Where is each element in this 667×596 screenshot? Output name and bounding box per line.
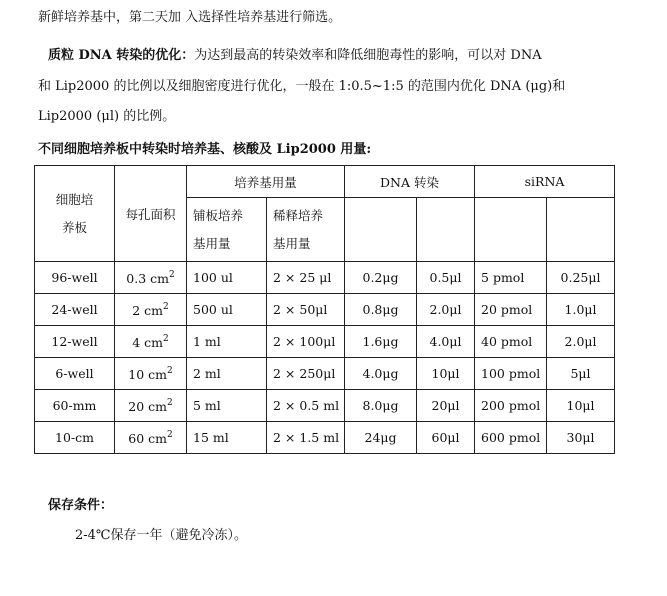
storage-text: 2-4℃保存一年（避免冷冻）。 — [75, 528, 247, 543]
header-area: 每孔面积 — [115, 166, 187, 262]
header-sirna-volume — [547, 198, 615, 262]
dilution-cell: 2 × 50μl — [267, 294, 345, 326]
header-plate: 细胞培 养板 — [35, 166, 115, 262]
transfection-table — [34, 165, 615, 454]
sirna-amount-cell: 5 pmol — [475, 262, 547, 294]
dna-amount-cell: 0.2μg — [345, 262, 417, 294]
dilution-cell: 2 × 0.5 ml — [267, 390, 345, 422]
sirna-volume-cell: 1.0μl — [547, 294, 615, 326]
dna-amount-cell: 24μg — [345, 422, 417, 454]
table-row — [35, 390, 615, 422]
dna-volume-cell: 2.0μl — [417, 294, 475, 326]
sirna-volume-cell: 5μl — [547, 358, 615, 390]
sirna-volume-cell: 0.25μl — [547, 262, 615, 294]
area-cell: 60 $cm^2$ — [115, 422, 187, 454]
sirna-volume-cell: 2.0μl — [547, 326, 615, 358]
table-row — [35, 358, 615, 390]
dna-volume-cell: 0.5μl — [417, 262, 475, 294]
dna-amount-cell: 4.0μg — [345, 358, 417, 390]
header-sirna: siRNA — [475, 166, 615, 198]
table-row — [35, 422, 615, 454]
plate-cell: 6-well — [35, 358, 115, 390]
sirna-amount-cell: 200 pmol — [475, 390, 547, 422]
area-cell: 10 $cm^2$ — [115, 358, 187, 390]
paragraph-line-3: 和 Lip2000 的比例以及细胞密度进行优化，一般在 1:0.5~1:5 的范围内优化 DNA (μg)和 — [38, 79, 566, 94]
sirna-volume-cell: 10μl — [547, 390, 615, 422]
plating-cell: 500 ul — [187, 294, 267, 326]
header-medium: 培养基用量 — [187, 166, 345, 198]
header-dna-amount — [345, 198, 417, 262]
header-dna-volume — [417, 198, 475, 262]
paragraph-line-2 — [48, 47, 542, 65]
dna-volume-cell: 60μl — [417, 422, 475, 454]
plate-cell: 60-mm — [35, 390, 115, 422]
dilution-cell: 2 × 100μl — [267, 326, 345, 358]
plating-cell: 2 ml — [187, 358, 267, 390]
table-caption: 不同细胞培养板中转染时培养基、核酸及 Lip2000 用量: — [38, 142, 372, 157]
dna-volume-cell: 10μl — [417, 358, 475, 390]
paragraph-line-4: Lip2000 (μl) 的比例。 — [38, 109, 176, 124]
area-cell: 20 $cm^2$ — [115, 390, 187, 422]
sirna-volume-cell: 30μl — [547, 422, 615, 454]
dna-volume-cell: 20μl — [417, 390, 475, 422]
header-dna: DNA 转染 — [345, 166, 475, 198]
storage-heading: 保存条件： — [48, 498, 114, 513]
dilution-cell: 2 × 250μl — [267, 358, 345, 390]
area-cell: 2 $cm^2$ — [115, 294, 187, 326]
dilution-cell: 2 × 25 μl — [267, 262, 345, 294]
paragraph-line-1: 新鲜培养基中，第二天加 入选择性培养基进行筛选。 — [38, 10, 342, 25]
table-row — [35, 262, 615, 294]
dna-volume-cell: 4.0μl — [417, 326, 475, 358]
plating-cell: 100 ul — [187, 262, 267, 294]
dilution-cell: 2 × 1.5 ml — [267, 422, 345, 454]
paragraph-line-2-text: 为达到最高的转染效率和降低细胞毒性的影响，可以对 DNA — [194, 48, 542, 63]
plating-cell: 1 ml — [187, 326, 267, 358]
plate-cell: 12-well — [35, 326, 115, 358]
header-dilution: 稀释培养 基用量 — [267, 198, 345, 262]
plate-cell: 24-well — [35, 294, 115, 326]
dna-amount-cell: 1.6μg — [345, 326, 417, 358]
area-cell: 0.3 $cm^2$ — [115, 262, 187, 294]
sirna-amount-cell: 600 pmol — [475, 422, 547, 454]
header-sirna-amount — [475, 198, 547, 262]
dna-amount-cell: 0.8μg — [345, 294, 417, 326]
plating-cell: 5 ml — [187, 390, 267, 422]
table-row — [35, 326, 615, 358]
table-row — [35, 294, 615, 326]
sirna-amount-cell: 40 pmol — [475, 326, 547, 358]
optimization-heading: 质粒 DNA 转染的优化： — [48, 48, 195, 63]
dna-amount-cell: 8.0μg — [345, 390, 417, 422]
plate-cell: 10-cm — [35, 422, 115, 454]
sirna-amount-cell: 20 pmol — [475, 294, 547, 326]
sirna-amount-cell: 100 pmol — [475, 358, 547, 390]
header-plating: 铺板培养 基用量 — [187, 198, 267, 262]
area-cell: 4 $cm^2$ — [115, 326, 187, 358]
plate-cell: 96-well — [35, 262, 115, 294]
plating-cell: 15 ml — [187, 422, 267, 454]
